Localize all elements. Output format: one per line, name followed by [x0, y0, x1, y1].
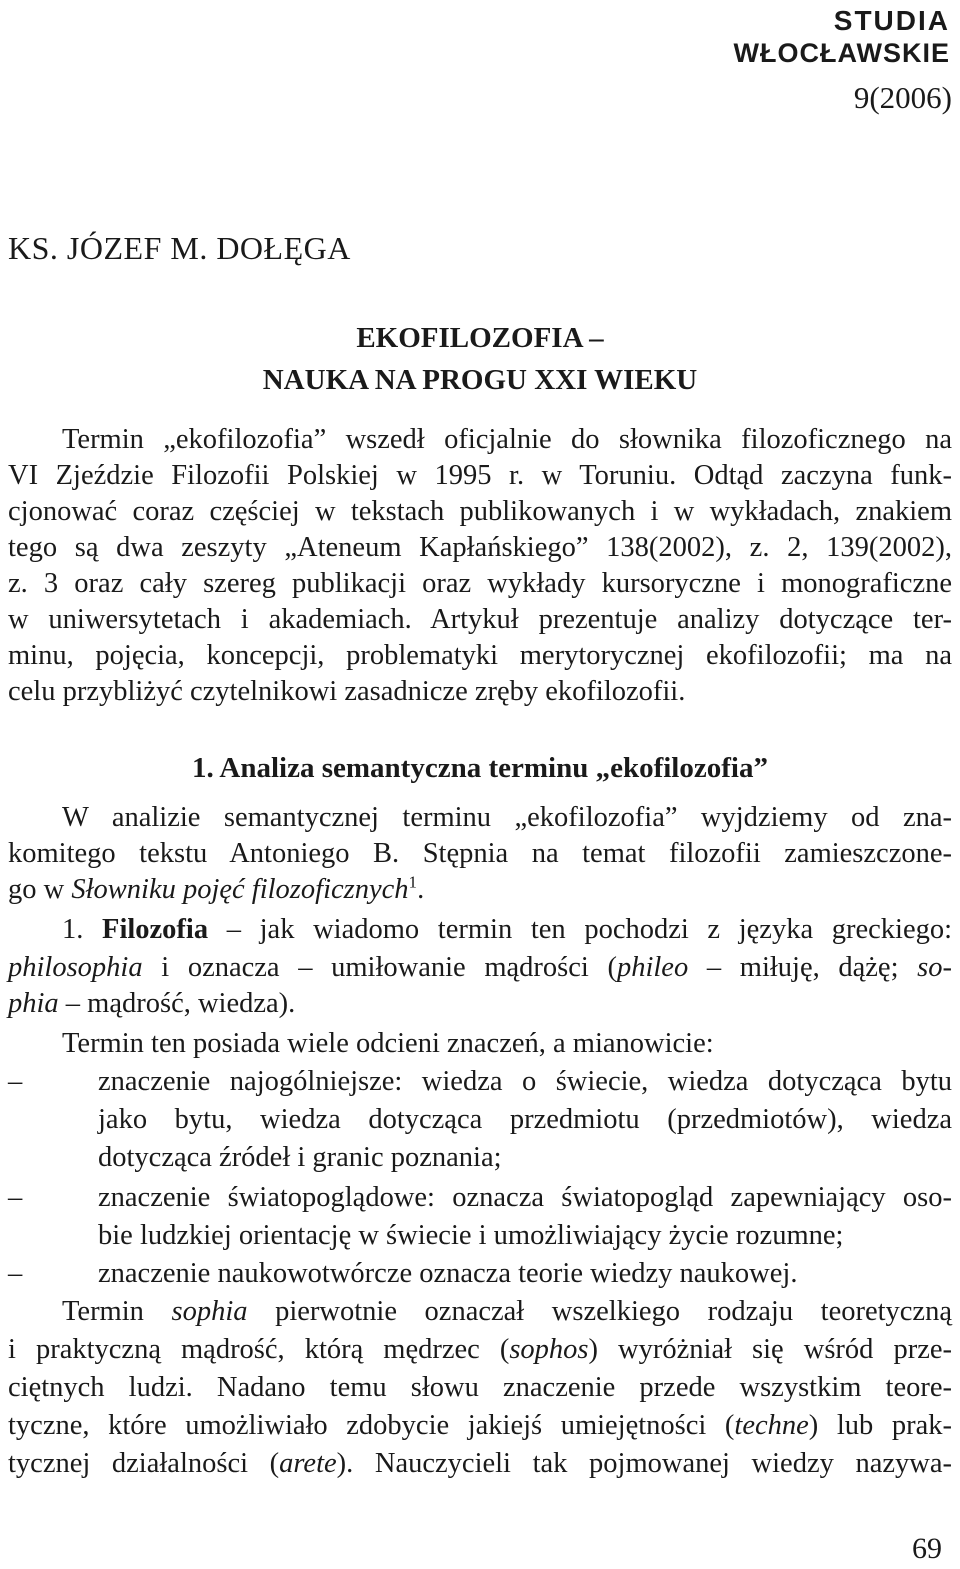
bullet-dash: – — [8, 1258, 23, 1289]
section-heading: 1. Analiza semantyczna terminu „ekofilozofia” — [192, 752, 768, 784]
bullet-1-line-3: dotycząca źródeł i granic poznania; — [98, 1142, 502, 1173]
item1-line-3 — [8, 986, 952, 1022]
italic-term: arete — [279, 1448, 337, 1479]
text-span: Termin — [62, 1296, 172, 1327]
item1-line-2 — [8, 950, 952, 986]
intro-line-1: Termin „ekofilozofia” wszedł oficjalnie do słownika filozoficznego na — [62, 424, 952, 455]
footnote-ref: 1 — [408, 872, 418, 892]
italic-term: so- — [917, 952, 952, 983]
text-span: – miłuję, dążę; — [688, 952, 918, 983]
text-span: . — [417, 874, 425, 905]
intro-line-3: cjonować coraz częściej w tekstach publikowanych i w wykładach, znakiem — [8, 496, 952, 527]
text-span: tycznej działalności ( — [8, 1448, 280, 1479]
dictionary-title: Słowniku pojęć filozoficznych — [71, 874, 409, 905]
intro-line-8: celu przybliżyć czytelnikowi zasadnicze zręby ekofilozofii. — [8, 676, 686, 707]
bullet-3-line-1: znaczenie naukowotwórcze oznacza teorie wiedzy naukowej. — [98, 1258, 798, 1289]
final-line-5 — [8, 1446, 952, 1482]
item1-line-1 — [62, 912, 952, 948]
text-span: i oznacza – umiłowanie mądrości ( — [142, 952, 617, 983]
bullet-1-line-1: znaczenie najogólniejsze: wiedza o świecie, wiedza dotycząca bytu — [98, 1066, 952, 1097]
journal-logo — [712, 0, 952, 72]
text-span: i praktyczną mądrość, którą mędrzec ( — [8, 1334, 510, 1365]
text-span: ). Nauczycieli tak pojmowanej wiedzy nazywa- — [336, 1448, 952, 1479]
bullet-2-line-2: bie ludzkiej orientację w świecie i umożliwiający życie rozumne; — [98, 1220, 844, 1251]
author-name: KS. JÓZEF M. DOŁĘGA — [8, 230, 351, 266]
italic-term: phileo — [616, 952, 689, 983]
final-line-3: ciętnych ludzi. Nadano temu słowu znaczenie przede wszystkim teore- — [8, 1372, 952, 1403]
italic-term: sophia — [171, 1296, 248, 1327]
italic-term: phia — [8, 988, 59, 1019]
text-span: – mądrość, wiedza). — [58, 988, 296, 1019]
issue-number: 9(2006) — [853, 80, 952, 115]
article-title-line-2: NAUKA NA PROGU XXI WIEKU — [262, 364, 698, 396]
section-line-3 — [8, 872, 952, 908]
italic-term: sophos — [509, 1334, 589, 1365]
intro-line-2: VI Zjeździe Filozofii Polskiej w 1995 r. w Toruniu. Odtąd zaczyna funk- — [8, 460, 952, 491]
logo-top-text: STUDIA — [833, 5, 950, 36]
page-number: 69 — [912, 1532, 942, 1565]
bullet-dash: – — [8, 1182, 23, 1213]
intro-line-6: w uniwersytetach i akademiach. Artykuł prezentuje analizy dotyczące ter- — [8, 604, 952, 635]
item-number: 1. — [62, 914, 84, 945]
logo-bottom-text: WŁOCŁAWSKIE — [733, 38, 950, 68]
section-line-2: komitego tekstu Antoniego B. Stępnia na temat filozofii zamieszczone- — [8, 838, 952, 869]
bullet-dash: – — [8, 1066, 23, 1097]
text-span: ) wyróżniał się wśród prze- — [588, 1334, 952, 1365]
italic-term: philosophia — [8, 952, 143, 983]
intro-line-5: z. 3 oraz cały szereg publikacji oraz wykłady kursoryczne i monograficzne — [8, 568, 952, 599]
text-span: pierwotnie oznaczał wszelkiego rodzaju teoretyczną — [247, 1296, 952, 1327]
item-term: Filozofia — [102, 914, 209, 945]
intro-line-7: minu, pojęcia, koncepcji, problematyki merytorycznej ekofilozofii; ma na — [8, 640, 952, 671]
text-span: – jak wiadomo termin ten pochodzi z języka greckiego: — [208, 914, 953, 945]
intro-line-4: tego są dwa zeszyty „Ateneum Kapłańskiego” 138(2002), z. 2, 139(2002), — [8, 532, 952, 563]
text-span: tyczne, które umożliwiało zdobycie jakiejś umiejętności ( — [8, 1410, 735, 1441]
bullet-2-line-1: znaczenie światopoglądowe: oznacza światopogląd zapewniający oso- — [98, 1182, 952, 1213]
article-title-line-1: EKOFILOZOFIA – — [356, 322, 604, 354]
final-line-4 — [8, 1408, 952, 1444]
text-span: go w — [8, 874, 72, 905]
final-line-1 — [62, 1294, 952, 1330]
section-line-1: W analizie semantycznej terminu „ekofilozofia” wyjdziemy od zna- — [62, 802, 952, 833]
bullet-1-line-2: jako bytu, wiedza dotycząca przedmiotu (przedmiotów), wiedza — [98, 1104, 952, 1135]
text-span: ) lub prak- — [808, 1410, 952, 1441]
final-line-2 — [8, 1332, 952, 1368]
meanings-intro: Termin ten posiada wiele odcieni znaczeń, a mianowicie: — [62, 1028, 714, 1059]
italic-term: techne — [734, 1410, 809, 1441]
